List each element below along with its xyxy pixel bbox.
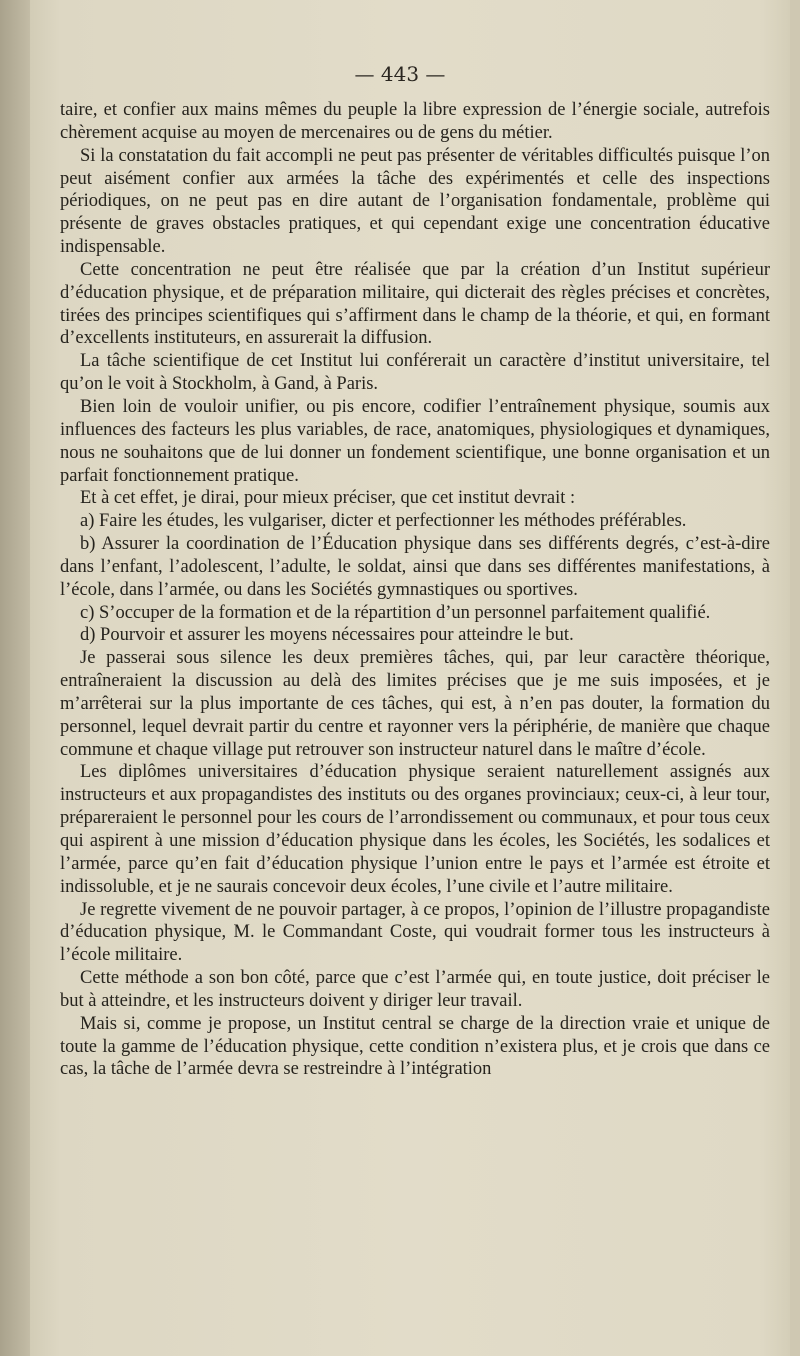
body-text [60, 99, 770, 1081]
paragraph-3: Cette concentration ne peut être réalisée que par la création d’un Institut supérieur d’éducation physique, et de préparation militaire, qui dicterait des règles précises et concrètes, tirées des principes scientifiques qui s’affirment dans le champ de la théorie, et qui, en formant d’excellents instituteurs, en assurerait la diffusion. [60, 259, 770, 349]
binding-shadow [0, 0, 30, 1356]
paragraph-4: La tâche scientifique de cet Institut lui conférerait un caractère d’institut universitaire, tel qu’on le voit à Stockholm, à Gand, à Paris. [60, 351, 770, 395]
paragraph-10: Cette méthode a son bon côté, parce que c’est l’armée qui, en toute justice, doit préciser le but à atteindre, et les instructeurs doivent y diriger leur travail. [60, 968, 770, 1011]
paragraph-11: Mais si, comme je propose, un Institut central se charge de la direction vraie et unique de toute la gamme de l’éducation physique, cette condition n’existera plus, et je crois que dans ce cas, la tâche de l’armée devra se restreindre à l’intégration [60, 1013, 770, 1080]
page-number: — 443 — [354, 62, 446, 86]
list-item-a: a) Faire les études, les vulgariser, dicter et perfectionner les méthodes préférables. [80, 511, 687, 532]
paragraph-1: taire, et confier aux mains mêmes du peuple la libre expression de l’énergie sociale, autrefois chèrement acquise au moyen de mercenaires ou de gens du métier. [60, 100, 770, 143]
paragraph-7: Je passerai sous silence les deux premières tâches, qui, par leur caractère théorique, entraîneraient la discussion au delà des limites précises que je me suis imposées, et je m’arrêterai sur la plus importante de ces tâches, qui est, à n’en pas douter, la formation du personnel, lequel devrait partir du centre et rayonner vers la périphérie, de manière que chaque commune et chaque village put retrouver son instructeur naturel dans le maître d’école. [60, 648, 770, 760]
list-item-b: b) Assurer la coordination de l’Éducation physique dans ses différents degrés, c’est-à-dire dans l’enfant, l’adolescent, l’adulte, le soldat, ainsi que dans ses différentes manifestations, à l’école, dans l’armée, ou dans les Sociétés gymnastiques ou sportives. [60, 534, 770, 600]
paragraph-2: Si la constatation du fait accompli ne peut pas présenter de véritables difficultés puisque l’on peut aisément confier aux armées la tâche des expérimentés et celle des inspections périodiques, on ne peut pas en dire autant de l’organisation fondamentale, problème qui présente de graves obstacles pratiques, et qui cependant exige une concentration éducative indispensable. [60, 145, 770, 258]
paragraph-5: Bien loin de vouloir unifier, ou pis encore, codifier l’entraînement physique, soumis aux influences des facteurs les plus variables, de race, anatomiques, physiologiques et dynamiques, nous ne souhaitons que de lui donner un fondement scientifique, une bonne organisation et un parfait fonctionnement pratique. [60, 396, 770, 486]
list-item-c: c) S’occuper de la formation et de la répartition d’un personnel parfaitement qualifié. [80, 602, 711, 623]
paragraph-6: Et à cet effet, je dirai, pour mieux préciser, que cet institut devrait : [80, 488, 576, 509]
paragraph-8: Les diplômes universitaires d’éducation physique seraient naturellement assignés aux instructeurs et aux propagandistes des instituts ou des organes provinciaux; ceux-ci, à leur tour, prépareraient le personnel pour les cours de l’arrondissement ou communaux, et pour tous ceux qui aspirent à une mission d’éducation physique dans les écoles, les Sociétés, les sodalices et l’armée, parce qu’en fait d’éducation physique l’union entre le pays et l’armée est étroite et indissoluble, et je ne saurais concevoir deux écoles, l’une civile et l’autre militaire. [60, 762, 770, 897]
list-item-d: d) Pourvoir et assurer les moyens nécessaires pour atteindre le but. [80, 625, 574, 646]
paragraph-9: Je regrette vivement de ne pouvoir partager, à ce propos, l’opinion de l’illustre propagandiste d’éducation physique, M. le Commandant Coste, qui voudrait former tous les instructeurs à l’école militaire. [60, 899, 770, 966]
